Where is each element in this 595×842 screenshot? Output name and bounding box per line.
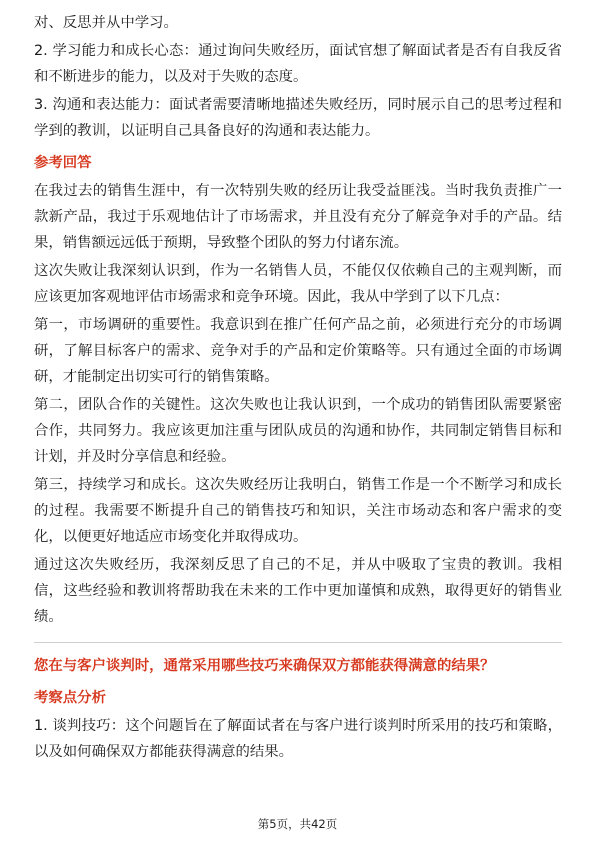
- section-reference-answer: [34, 150, 562, 630]
- answer-paragraph-5: 第三，持续学习和成长。这次失败经历让我明白，销售工作是一个不断学习和成长的过程。我需要不断提升自己的销售技巧和知识，关注市场动态和客户需求的变化，以便更好地适应市场变化并取得成功。: [34, 477, 562, 545]
- answer-paragraph-4: 第二，团队合作的关键性。这次失败也让我认识到，一个成功的销售团队需要紧密合作，共同努力。我应该更加注重与团队成员的沟通和协作，共同制定销售目标和计划，并及时分享信息和经验。: [34, 397, 562, 465]
- answer-paragraph-3: 第一，市场调研的重要性。我意识到在推广任何产品之前，必须进行充分的市场调研，了解目标客户的需求、竞争对手的产品和定价策略等。只有通过全面的市场调研，才能制定出切实可行的销售策略。: [34, 317, 562, 385]
- analysis-point-communication: 3. 沟通和表达能力：面试者需要清晰地描述失败经历，同时展示自己的思考过程和学到的教训，以证明自己具备良好的沟通和表达能力。: [34, 97, 562, 139]
- analysis-point-learning: 2. 学习能力和成长心态：通过询问失败经历，面试官想了解面试者是否有自我反省和不断进步的能力，以及对于失败的态度。: [34, 43, 562, 85]
- analysis-heading: 考察点分析: [34, 690, 106, 706]
- interview-question: 您在与客户谈判时，通常采用哪些技巧来确保双方都能获得满意的结果？: [34, 658, 495, 674]
- answer-paragraph-6: 通过这次失败经历，我深刻反思了自己的不足，并从中吸取了宝贵的教训。我相信，这些经验和教训将帮助我在未来的工作中更加谨慎和成熟，取得更好的销售业绩。: [34, 557, 562, 625]
- reference-answer-heading: 参考回答: [34, 155, 92, 171]
- analysis-line-continued: 对、反思并从中学习。: [34, 15, 178, 31]
- document-page: [34, 10, 562, 767]
- answer-paragraph-2: 这次失败让我深刻认识到，作为一名销售人员，不能仅仅依赖自己的主观判断，而应该更加客观地评估市场需求和竞争环境。因此，我从中学到了以下几点：: [34, 263, 562, 305]
- answer-paragraph-1: 在我过去的销售生涯中，有一次特别失败的经历让我受益匪浅。当时我负责推广一款新产品，我过于乐观地估计了市场需求，并且没有充分了解竞争对手的产品。结果，销售额远远低于预期，导致整个团队的努力付诸东流。: [34, 183, 562, 251]
- page-number-footer: 第5页，共42页: [257, 817, 338, 831]
- section-divider: [34, 642, 562, 643]
- section-intro-analysis: [34, 10, 562, 144]
- section-next-question: [34, 653, 562, 765]
- analysis-point-negotiation: 1. 谈判技巧：这个问题旨在了解面试者在与客户进行谈判时所采用的技巧和策略，以及如何确保双方都能获得满意的结果。: [34, 718, 562, 760]
